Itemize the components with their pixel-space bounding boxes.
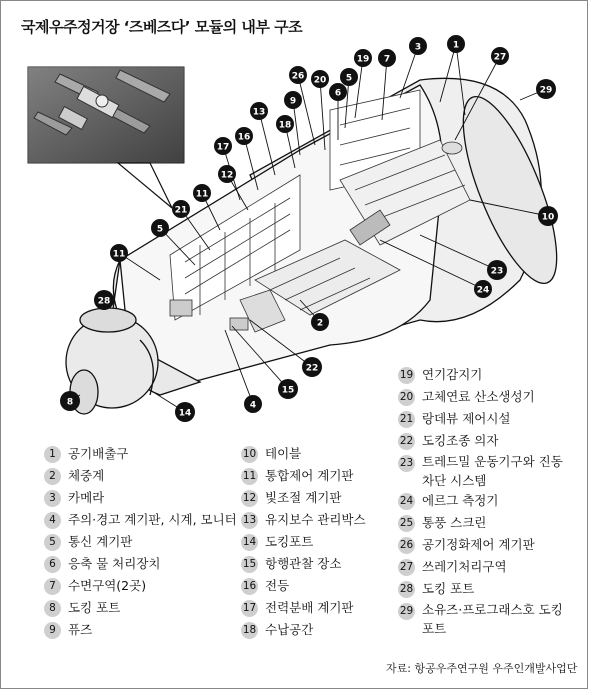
- legend-label: 소유즈·프로그래스호 도킹 포트: [422, 602, 563, 636]
- svg-text:12: 12: [220, 170, 234, 181]
- legend-item: [44, 465, 237, 487]
- legend-item: [398, 430, 572, 452]
- legend-number: 17: [241, 600, 258, 617]
- legend-label: 도킹 포트: [68, 600, 121, 615]
- svg-text:13: 13: [252, 107, 266, 118]
- legend-label: 공기배출구: [68, 446, 129, 461]
- legend-item: [241, 509, 366, 531]
- svg-text:26: 26: [291, 71, 305, 82]
- legend-column-3: [398, 364, 572, 638]
- legend-item: [241, 443, 366, 465]
- svg-text:11: 11: [112, 249, 126, 260]
- legend-number: 16: [241, 578, 258, 595]
- legend-item: [44, 619, 237, 641]
- legend-item: [44, 509, 237, 531]
- legend-label: 도킹조종 의자: [422, 433, 499, 448]
- legend-item: [398, 556, 572, 578]
- svg-text:14: 14: [178, 408, 192, 419]
- legend-item: [398, 408, 572, 430]
- svg-text:19: 19: [356, 54, 370, 65]
- callout-19: [354, 49, 372, 67]
- legend-label: 에르그 측정기: [422, 493, 499, 508]
- legend-number: 23: [398, 455, 415, 472]
- legend-label: 체중계: [68, 468, 105, 483]
- legend-number: 12: [241, 490, 258, 507]
- figure-title: 국제우주정거장 ‘즈베즈다’ 모듈의 내부 구조: [21, 18, 303, 36]
- legend-item: [398, 452, 572, 490]
- legend-label: 연기감지기: [422, 367, 483, 382]
- callout-9: [284, 91, 302, 109]
- legend-label: 수납공간: [265, 622, 314, 637]
- legend-number: 19: [398, 367, 415, 384]
- svg-text:10: 10: [541, 212, 555, 223]
- legend-item: [44, 531, 237, 553]
- callout-24: [474, 280, 492, 298]
- legend-column-1: [44, 443, 237, 641]
- legend-item: [44, 443, 237, 465]
- legend-label: 유지보수 관리박스: [265, 512, 366, 527]
- legend-item: [44, 575, 237, 597]
- legend-number: 28: [398, 581, 415, 598]
- legend-item: [398, 534, 572, 556]
- legend-label: 트레드밀 운동기구와 진동차단 시스템: [422, 454, 563, 488]
- svg-text:11: 11: [195, 189, 209, 200]
- callout-22: [302, 357, 322, 377]
- legend-item: [398, 490, 572, 512]
- legend-label: 쓰레기처리구역: [422, 559, 507, 574]
- legend-number: 5: [44, 534, 61, 551]
- callout-28: [94, 290, 114, 310]
- legend-item: [241, 553, 366, 575]
- legend-label: 도킹포트: [265, 534, 314, 549]
- legend-label: 응축 물 처리장치: [68, 556, 161, 571]
- callout-10: [538, 206, 558, 226]
- legend-item: [241, 597, 366, 619]
- legend-number: 13: [241, 512, 258, 529]
- svg-text:5: 5: [156, 224, 164, 235]
- callout-13: [250, 102, 268, 120]
- legend-item: [241, 619, 366, 641]
- legend-label: 공기정화제어 계기판: [422, 537, 535, 552]
- svg-text:28: 28: [97, 296, 111, 307]
- svg-text:4: 4: [249, 400, 257, 411]
- legend-number: 11: [241, 468, 258, 485]
- callout-16: [235, 127, 253, 145]
- legend-number: 26: [398, 537, 415, 554]
- svg-text:8: 8: [66, 397, 74, 408]
- legend-label: 통합제어 계기판: [265, 468, 354, 483]
- legend-number: 3: [44, 490, 61, 507]
- legend-item: [398, 578, 572, 600]
- callout-11b: [110, 244, 128, 262]
- legend-item: [398, 386, 572, 408]
- legend-item: [398, 512, 572, 534]
- svg-text:3: 3: [414, 42, 422, 53]
- svg-text:6: 6: [334, 88, 342, 99]
- callout-11a: [193, 184, 211, 202]
- legend-number: 21: [398, 411, 415, 428]
- legend-number: 7: [44, 578, 61, 595]
- legend-item: [241, 487, 366, 509]
- legend-number: 2: [44, 468, 61, 485]
- svg-text:22: 22: [305, 363, 319, 374]
- legend-item: [241, 531, 366, 553]
- svg-text:16: 16: [237, 132, 251, 143]
- callout-20: [311, 70, 329, 88]
- callout-8: [60, 391, 80, 411]
- legend-item: [398, 364, 572, 386]
- callout-21: [172, 200, 190, 218]
- legend-label: 전등: [265, 578, 290, 593]
- legend-number: 4: [44, 512, 61, 529]
- legend-label: 전력분배 계기판: [265, 600, 354, 615]
- callout-5a: [340, 68, 358, 86]
- legend-number: 10: [241, 446, 258, 463]
- callout-15: [278, 379, 298, 399]
- callout-27: [491, 47, 509, 65]
- legend-label: 테이블: [265, 446, 302, 461]
- svg-text:5: 5: [345, 73, 353, 84]
- svg-text:9: 9: [289, 96, 297, 107]
- callout-5b: [151, 219, 169, 237]
- callout-26: [289, 66, 307, 84]
- legend-item: [398, 600, 572, 638]
- callout-2: [311, 313, 329, 331]
- svg-text:27: 27: [493, 52, 507, 63]
- legend-label: 통신 계기판: [68, 534, 133, 549]
- legend-number: 8: [44, 600, 61, 617]
- svg-text:29: 29: [539, 85, 553, 96]
- legend-item: [241, 465, 366, 487]
- legend-item: [44, 597, 237, 619]
- legend-item: [44, 553, 237, 575]
- legend-number: 6: [44, 556, 61, 573]
- legend-number: 25: [398, 515, 415, 532]
- legend-column-2: [241, 443, 366, 641]
- callout-4: [244, 395, 262, 413]
- legend-number: 14: [241, 534, 258, 551]
- legend-number: 9: [44, 622, 61, 639]
- svg-text:20: 20: [313, 75, 327, 86]
- legend-item: [241, 575, 366, 597]
- svg-text:17: 17: [216, 142, 230, 153]
- legend-number: 27: [398, 559, 415, 576]
- callout-29: [536, 79, 556, 99]
- callout-12: [218, 165, 236, 183]
- legend-label: 항행관찰 장소: [265, 556, 342, 571]
- callout-3: [409, 37, 427, 55]
- legend-number: 20: [398, 389, 415, 406]
- legend-label: 주의·경고 계기판, 시계, 모니터: [68, 512, 237, 527]
- callout-14: [175, 402, 195, 422]
- legend-number: 1: [44, 446, 61, 463]
- callout-18: [276, 115, 294, 133]
- svg-text:24: 24: [476, 285, 490, 296]
- callout-23: [487, 260, 507, 280]
- legend-label: 수면구역(2곳): [68, 578, 147, 593]
- legend-number: 22: [398, 433, 415, 450]
- legend-number: 15: [241, 556, 258, 573]
- legend-number: 29: [398, 603, 415, 620]
- legend-item: [44, 487, 237, 509]
- legend-label: 도킹 포트: [422, 581, 475, 596]
- callout-1: [447, 35, 465, 53]
- legend-label: 랑데뷰 제어시설: [422, 411, 511, 426]
- svg-text:2: 2: [316, 318, 324, 329]
- legend-number: 18: [241, 622, 258, 639]
- callout-7: [378, 49, 396, 67]
- station-photo: [28, 67, 184, 163]
- svg-text:23: 23: [490, 266, 504, 277]
- callout-6: [329, 83, 347, 101]
- svg-text:18: 18: [278, 120, 292, 131]
- callout-17: [214, 137, 232, 155]
- svg-text:7: 7: [383, 54, 391, 65]
- legend-label: 빛조절 계기판: [265, 490, 342, 505]
- svg-text:21: 21: [174, 205, 188, 216]
- svg-text:15: 15: [281, 385, 295, 396]
- legend-label: 통풍 스크린: [422, 515, 487, 530]
- source-credit: 자료: 항공우주연구원 우주인개발사업단: [386, 662, 578, 675]
- legend-number: 24: [398, 493, 415, 510]
- legend-label: 고체연료 산소생성기: [422, 389, 535, 404]
- legend-label: 카메라: [68, 490, 105, 505]
- svg-text:1: 1: [452, 40, 460, 51]
- legend-label: 퓨즈: [68, 622, 93, 637]
